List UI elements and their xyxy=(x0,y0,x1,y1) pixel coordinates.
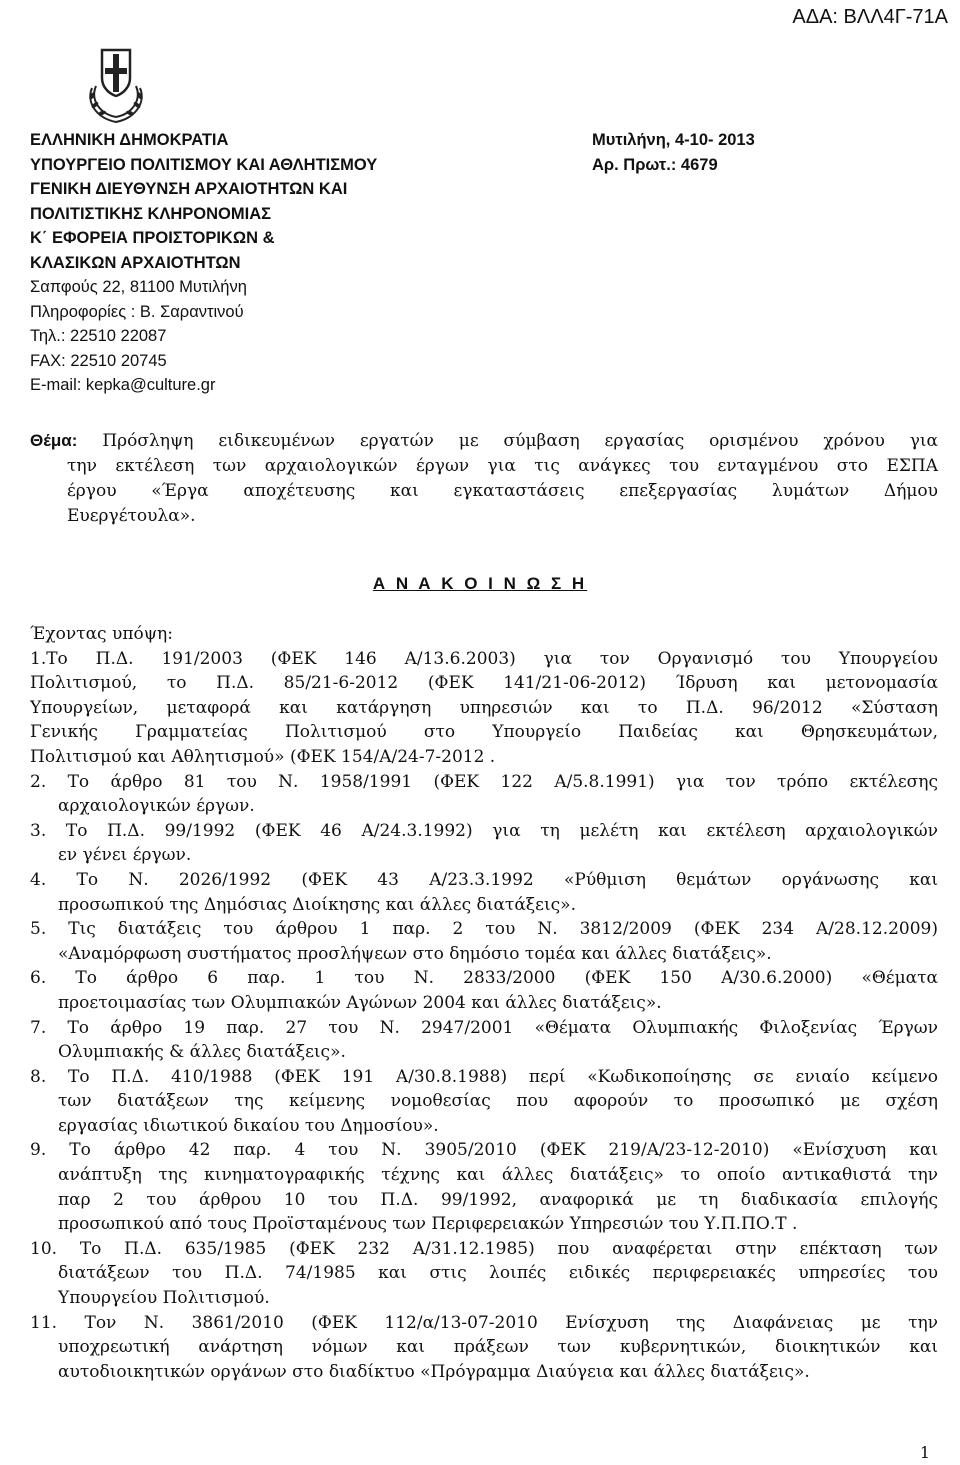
sender-line: ΓΕΝΙΚΗ ΔΙΕΥΘΥΝΣΗ ΑΡΧΑΙΟΤΗΤΩΝ ΚΑΙ xyxy=(30,180,348,198)
sender-info: Πληροφορίες : Β. Σαραντινού xyxy=(30,302,244,321)
body-line: προσωπικού της Δημόσιας Διοίκησης και άλλες διατάξεις». xyxy=(58,894,576,915)
place-date: Μυτιλήνη, 4-10- 2013 xyxy=(592,131,755,149)
body-line: Πολιτισμού και Αθλητισμού» (ΦΕΚ 154/Α/24-7-2012 . xyxy=(30,746,496,767)
sender-fax: FAX: 22510 20745 xyxy=(30,351,167,370)
body-line: Πολιτισμού, το Π.Δ. 85/21-6-2012 (ΦΕΚ 141/21-06-2012) Ίδρυση και μετονομασία xyxy=(30,673,938,694)
subject-block xyxy=(30,428,938,529)
sender-line: ΥΠΟΥΡΓΕΙΟ ΠΟΛΙΤΙΣΜΟΥ ΚΑΙ ΑΘΛΗΤΙΣΜΟΥ xyxy=(30,155,378,174)
body-line: διατάξεων του Π.Δ. 74/1985 και στις λοιπές ειδικές περιφερειακές υπηρεσίες του xyxy=(58,1263,938,1284)
sender-line: ΚΛΑΣΙΚΩΝ ΑΡΧΑΙΟΤΗΤΩΝ xyxy=(30,253,241,272)
body-line: προετοιμασίας των Ολυμπιακών Αγώνων 2004 και άλλες διατάξεις». xyxy=(58,992,662,1013)
sender-line: Κ΄ ΕΦΟΡΕΙΑ ΠΡΟΙΣΤΟΡΙΚΩΝ & xyxy=(30,229,275,247)
announcement-heading: Α Ν Α Κ Ο Ι Ν Ω Σ Η xyxy=(372,574,588,593)
body-line: 2. Το άρθρο 81 του Ν. 1958/1991 (ΦΕΚ 122 Α/5.8.1991) για τον τρόπο εκτέλεσης xyxy=(30,771,938,792)
sender-email: E-mail: kepka@culture.gr xyxy=(30,376,216,394)
body-line: 6. Το άρθρο 6 παρ. 1 του Ν. 2833/2000 (ΦΕΚ 150 Α/30.6.2000) «Θέματα xyxy=(30,968,938,989)
sender-line: ΕΛΛΗΝΙΚΗ ΔΗΜΟΚΡΑΤΙΑ xyxy=(30,131,229,149)
body-line: ανάπτυξη της κινηματογραφικής τέχνης και άλλες διατάξεις» το οποίο αντικαθιστά την xyxy=(58,1165,938,1186)
subject-line: Πρόσληψη ειδικευμένων εργατών με σύμβαση εργασίας ορισμένου χρόνου για xyxy=(102,431,938,451)
subject-line: την εκτέλεση των αρχαιολογικών έργων για τις ανάγκες του ενταγμένου στο ΕΣΠΑ xyxy=(67,456,938,476)
sender-block xyxy=(30,128,377,398)
body-line: 8. Το Π.Δ. 410/1988 (ΦΕΚ 191 Α/30.8.1988) περί «Κωδικοποίησης σε ενιαίο κείμενο xyxy=(30,1066,938,1087)
body-line: Υπουργείων, μεταφορά και κατάργηση υπηρεσιών και το Π.Δ. 96/2012 «Σύσταση xyxy=(30,697,938,718)
body-line: 10. Το Π.Δ. 635/1985 (ΦΕΚ 232 Α/31.12.1985) που αναφέρεται στην επέκταση των xyxy=(30,1238,938,1259)
body-line: υποχρεωτική ανάρτηση νόμων και πράξεων των κυβερνητικών, διοικητικών και xyxy=(58,1337,938,1358)
body-line: 7. Το άρθρο 19 παρ. 27 του Ν. 2947/2001 «Θέματα Ολυμπιακής Φιλοξενίας Έργων xyxy=(30,1017,938,1038)
body-line: Γενικής Γραμματείας Πολιτισμού στο Υπουργείο Παιδείας και Θρησκευμάτων, xyxy=(30,722,938,743)
subject-line: έργου «Έργα αποχέτευσης και εγκαταστάσεις επεξεργασίας λυμάτων Δήμου xyxy=(67,481,938,501)
body-line: των διατάξεων της κείμενης νομοθεσίας που αφορούν το προσωπικό με σχέση xyxy=(58,1091,938,1112)
subject-label: Θέμα: xyxy=(30,431,78,450)
body-line: 9. Το άρθρο 42 παρ. 4 του Ν. 3905/2010 (ΦΕΚ 219/Α/23-12-2010) «Ενίσχυση και xyxy=(30,1140,938,1161)
protocol-number: Αρ. Πρωτ.: 4679 xyxy=(592,155,718,174)
body-line: αρχαιολογικών έργων. xyxy=(58,796,255,817)
body-line: 3. Το Π.Δ. 99/1992 (ΦΕΚ 46 Α/24.3.1992) για τη μελέτη και εκτέλεση αρχαιολογικών xyxy=(30,820,938,841)
body-line: 5. Τις διατάξεις του άρθρου 1 παρ. 2 του Ν. 3812/2009 (ΦΕΚ 234 Α/28.12.2009) xyxy=(30,919,938,940)
sender-address: Σαπφούς 22, 81100 Μυτιλήνη xyxy=(30,278,247,296)
body-line: Ολυμπιακής & άλλες διατάξεις». xyxy=(58,1042,346,1063)
subject-line: Ευεργέτουλα». xyxy=(67,506,196,526)
body-line: 1.Το Π.Δ. 191/2003 (ΦΕΚ 146 Α/13.6.2003) για τον Οργανισμό του Υπουργείου xyxy=(30,648,938,669)
place-date-block xyxy=(592,128,755,177)
body-text xyxy=(30,622,938,1384)
body-line: 11. Τον Ν. 3861/2010 (ΦΕΚ 112/α/13-07-2010 Ενίσχυση της Διαφάνειας με την xyxy=(30,1312,938,1333)
sender-line: ΠΟΛΙΤΙΣΤΙΚΗΣ ΚΛΗΡΟΝΟΜΙΑΣ xyxy=(30,204,272,223)
greek-coat-of-arms-icon xyxy=(78,42,154,126)
body-line: Υπουργείου Πολιτισμού. xyxy=(58,1288,270,1309)
body-line: «Αναμόρφωση συστήματος προσλήψεων στο δημόσιο τομέα και άλλες διατάξεις». xyxy=(58,943,772,964)
body-line: παρ 2 του άρθρου 10 του Π.Δ. 99/1992, αναφορικά με τη διαδικασία επιλογής xyxy=(58,1189,938,1210)
body-line: εν γένει έργων. xyxy=(58,845,192,866)
ada-reference: ΑΔΑ: ΒΛΛ4Γ-71Α xyxy=(792,6,948,28)
body-line: αυτοδιοικητικών οργάνων στο διαδίκτυο «Πρόγραμμα Διαύγεια και άλλες διατάξεις». xyxy=(58,1361,810,1382)
page-number: 1 xyxy=(919,1443,930,1462)
body-line: εργασίας ιδιωτικού δικαίου του Δημοσίου». xyxy=(58,1115,439,1136)
body-line: 4. Το Ν. 2026/1992 (ΦΕΚ 43 Α/23.3.1992 «Ρύθμιση θεμάτων οργάνωσης και xyxy=(30,869,938,890)
sender-tel: Τηλ.: 22510 22087 xyxy=(30,327,167,345)
body-line: προσωπικού από τους Προϊσταμένους των Περιφερειακών Υπηρεσιών του Υ.Π.ΠΟ.Τ . xyxy=(58,1214,798,1235)
intro-line: Έχοντας υπόψη: xyxy=(30,624,173,644)
